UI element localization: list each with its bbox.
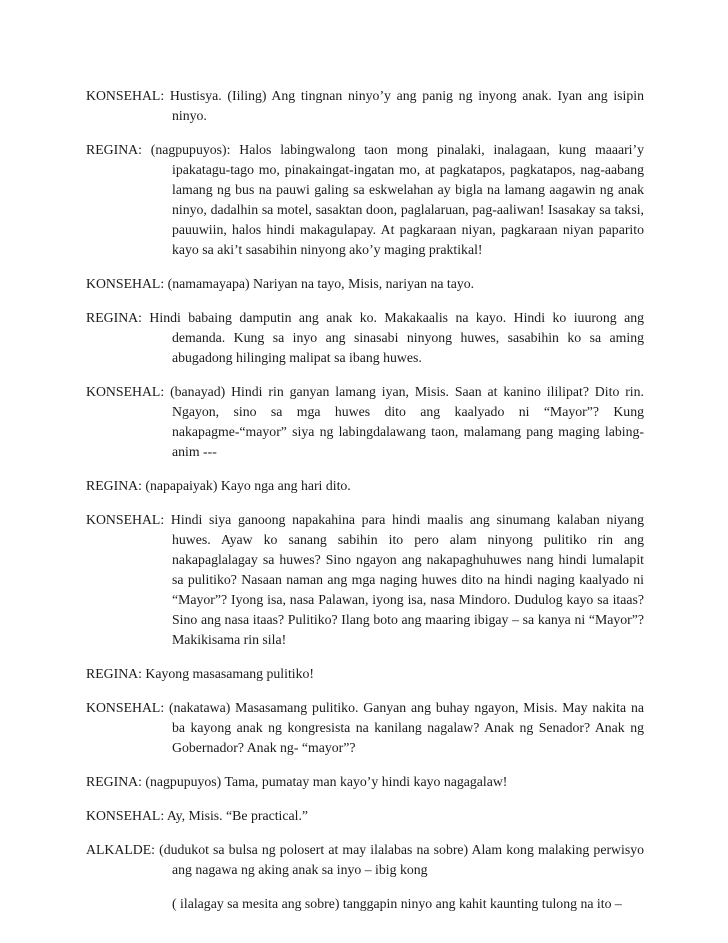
script-body xyxy=(86,86,644,914)
speaker-label: KONSEHAL: xyxy=(86,384,165,399)
speaker-label: REGINA: xyxy=(86,478,142,493)
dialogue-line xyxy=(86,772,644,792)
speaker-label: KONSEHAL: xyxy=(86,512,165,527)
line-text: Hindi babaing damputin ang anak ko. Makakaalis na kayo. Hindi ko iuurong ang demanda. Kung sa inyo ang sinasabi ninyong huwes, sasabihin ko sa aming abugadong hilinging malipat sa ibang huwes. xyxy=(149,310,644,365)
line-text: (nakatawa) Masasamang pulitiko. Ganyan ang buhay ngayon, Misis. May nakita na ba kayong anak ng kongresista na kanilang nagalaw? Anak ng Senador? Anak ng Gobernador? Anak ng- “mayor”? xyxy=(169,700,644,755)
dialogue-line xyxy=(86,274,644,294)
speaker-label: KONSEHAL: xyxy=(86,700,165,715)
dialogue-line xyxy=(86,698,644,758)
speaker-label: REGINA: xyxy=(86,310,142,325)
line-text: Ay, Misis. “Be practical.” xyxy=(166,808,309,823)
line-text: Hustisya. (Iiling) Ang tingnan ninyo’y ang panig ng inyong anak. Iyan ang isipin ninyo. xyxy=(169,88,644,123)
speaker-label: KONSEHAL: xyxy=(86,808,165,823)
dialogue-line xyxy=(86,840,644,880)
dialogue-line xyxy=(86,664,644,684)
speaker-label: REGINA: xyxy=(86,774,142,789)
dialogue-line xyxy=(86,382,644,462)
dialogue-continuation xyxy=(86,894,644,914)
dialogue-line xyxy=(86,308,644,368)
line-text: (nagpupuyos) Tama, pumatay man kayo’y hindi kayo nagagalaw! xyxy=(145,774,508,789)
line-text: ( ilalagay sa mesita ang sobre) tanggapin ninyo ang kahit kaunting tulong na ito – xyxy=(172,896,622,911)
dialogue-line xyxy=(86,86,644,126)
line-text: (nagpupuyos): Halos labingwalong taon mong pinalaki, inalagaan, kung maaari’y ipakatagu-tago mo, pinakaingat-ingatan mo, at pagkatapos, pagkatapos, nag-aabang lamang ng bus na pauwi galing sa eskwelahan ay bigla na lamang aagawin ng anak ninyo, dadalhin sa motel, sasaktan doon, paglalaruan, pag-aaliwan! Isasakay sa taksi, pauuwiin, halos hindi makagulapay. At pagkaraan niyan, pagkaraan niyan paparito kayo sa aki’t sasabihin ninyong ako’y maging praktikal! xyxy=(150,142,644,257)
speaker-label: KONSEHAL: xyxy=(86,276,165,291)
speaker-label: REGINA: xyxy=(86,142,142,157)
dialogue-line xyxy=(86,806,644,826)
line-text: (namamayapa) Nariyan na tayo, Misis, nariyan na tayo. xyxy=(167,276,475,291)
dialogue-line xyxy=(86,476,644,496)
line-text: (banayad) Hindi rin ganyan lamang iyan, Misis. Saan at kanino ililipat? Dito rin. Ngayon, sino sa mga huwes dito ang kaalyado ni “Mayor”? Kung nakapagme-“mayor” siya ng labingdalawang taon, malamang pang maging labing-anim --- xyxy=(170,384,644,459)
dialogue-line xyxy=(86,140,644,260)
speaker-label: ALKALDE: xyxy=(86,842,155,857)
line-text: Hindi siya ganoong napakahina para hindi maalis ang sinumang kalaban niyang huwes. Ayaw ko sanang sabihin ito pero alam ninyong pulitiko rin ang nakapaglalagay sa huwes? Sino ngayon ang nakapaghuhuwes nang hindi lumalapit sa pulitiko? Nasaan naman ang mga naging huwes dito na hindi naging kaalyado ni “Mayor”? Iyong isa, nasa Palawan, iyong isa, nasa Mindoro. Dudulog kayo sa itaas? Sino ang nasa itaas? Pulitiko? Ilang boto ang maaring ibigay – sa kanya ni “Mayor”? Makikisama rin sila! xyxy=(170,512,644,647)
speaker-label: KONSEHAL: xyxy=(86,88,165,103)
speaker-label: REGINA: xyxy=(86,666,142,681)
dialogue-line xyxy=(86,510,644,650)
line-text: Kayong masasamang pulitiko! xyxy=(145,666,315,681)
line-text: (napapaiyak) Kayo nga ang hari dito. xyxy=(145,478,351,493)
line-text: (dudukot sa bulsa ng polosert at may ilalabas na sobre) Alam kong malaking perwisyo ang nagawa ng aking anak sa inyo – ibig kong xyxy=(159,842,645,877)
